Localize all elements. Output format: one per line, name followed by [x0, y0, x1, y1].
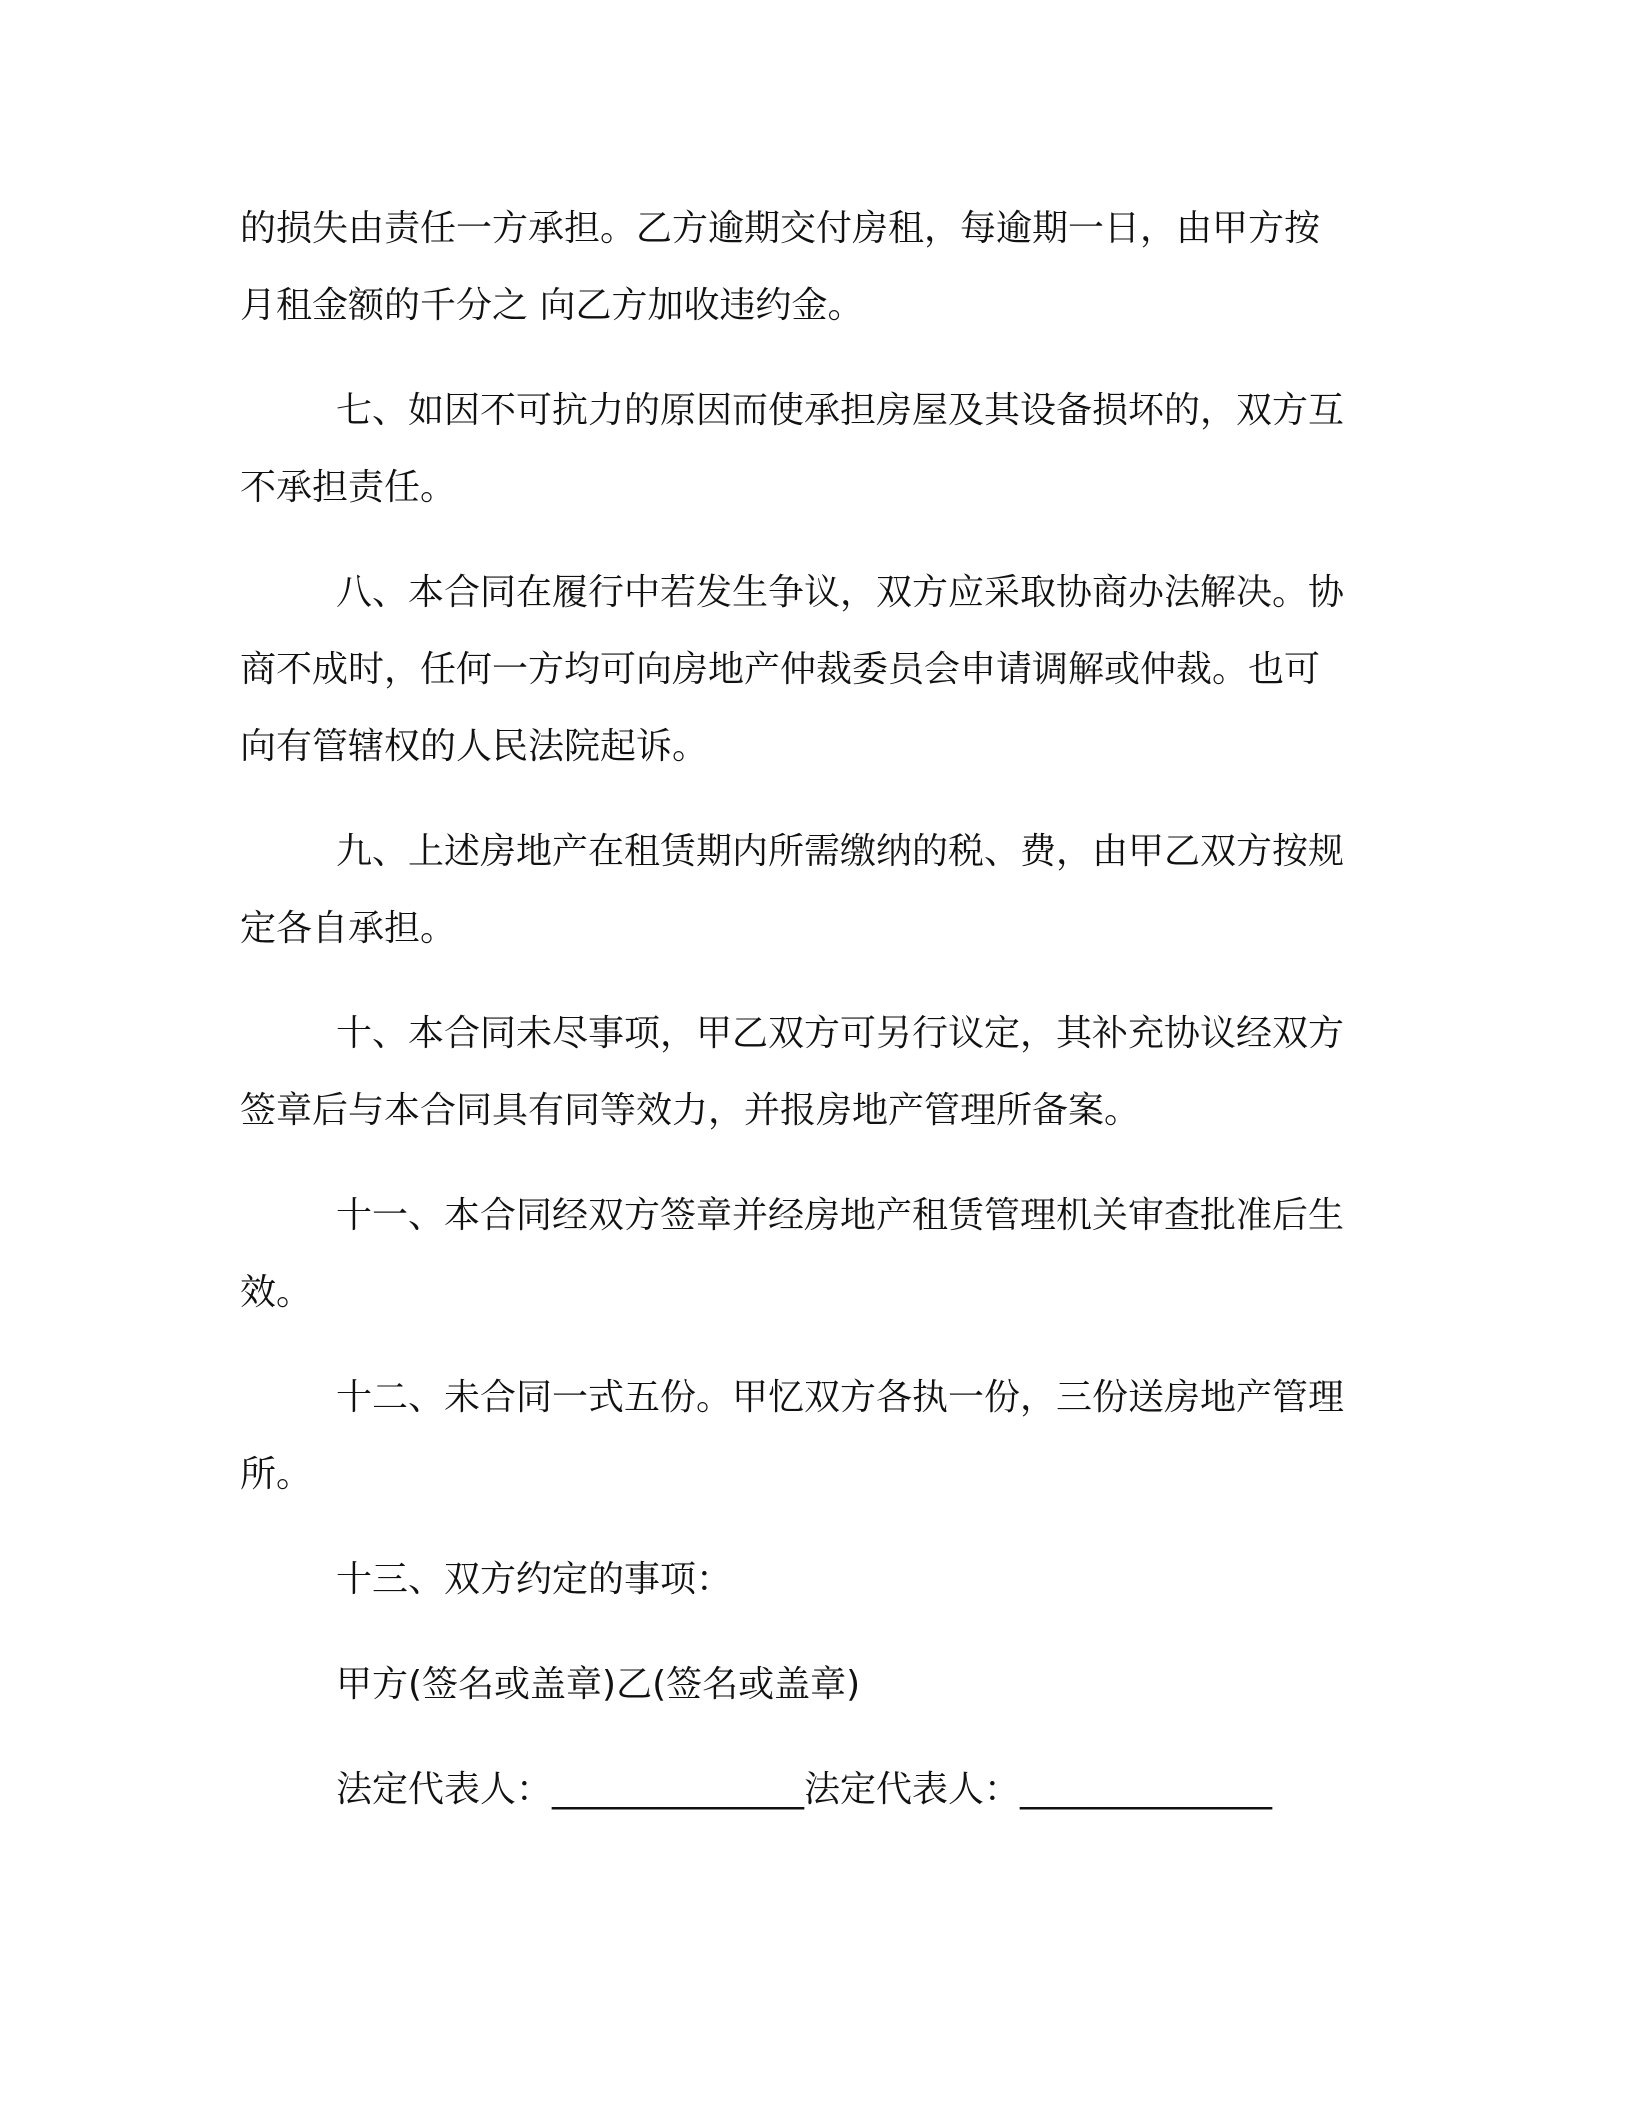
- text-line: 商不成时，任何一方均可向房地产仲裁委员会申请调解或仲裁。也可: [240, 649, 1321, 690]
- contract-text: [240, 190, 1380, 1828]
- text-line: 十二、未合同一式五份。甲忆双方各执一份，三份送房地产管理: [336, 1377, 1345, 1418]
- paragraph-13: [240, 1541, 1380, 1618]
- paragraph-10: [240, 995, 1380, 1149]
- signature-parties-line: 甲方(签名或盖章)乙(签名或盖章): [336, 1664, 861, 1705]
- paragraph-11: [240, 1177, 1380, 1331]
- paragraph-9: [240, 813, 1380, 967]
- paragraph-12: [240, 1359, 1380, 1513]
- text-line: 十三、双方约定的事项：: [336, 1559, 733, 1600]
- paragraph-6-continuation: [240, 190, 1380, 344]
- signature-representatives: [240, 1751, 1380, 1828]
- text-line: 签章后与本合同具有同等效力，并报房地产管理所备案。: [240, 1090, 1141, 1131]
- legal-representative-line: 法定代表人：______________法定代表人：______________: [336, 1769, 1273, 1810]
- text-line: 十、本合同未尽事项，甲乙双方可另行议定，其补充协议经双方: [336, 1013, 1345, 1054]
- text-line: 效。: [240, 1272, 313, 1313]
- paragraph-8: [240, 554, 1380, 785]
- text-line: 定各自承担。: [240, 908, 457, 949]
- text-line: 所。: [240, 1454, 313, 1495]
- text-line: 月租金额的千分之 向乙方加收违约金。: [240, 285, 864, 326]
- signature-parties: [240, 1646, 1380, 1723]
- text-line: 向有管辖权的人民法院起诉。: [240, 726, 709, 767]
- text-line: 九、上述房地产在租赁期内所需缴纳的税、费，由甲乙双方按规: [336, 831, 1345, 872]
- paragraph-7: [240, 372, 1380, 526]
- text-line: 七、如因不可抗力的原因而使承担房屋及其设备损坏的，双方互: [336, 390, 1345, 431]
- text-line: 不承担责任。: [240, 467, 457, 508]
- text-line: 八、本合同在履行中若发生争议，双方应采取协商办法解决。协: [336, 572, 1345, 613]
- text-line: 十一、本合同经双方签章并经房地产租赁管理机关审查批准后生: [336, 1195, 1345, 1236]
- text-line: 的损失由责任一方承担。乙方逾期交付房租，每逾期一日，由甲方按: [240, 208, 1321, 249]
